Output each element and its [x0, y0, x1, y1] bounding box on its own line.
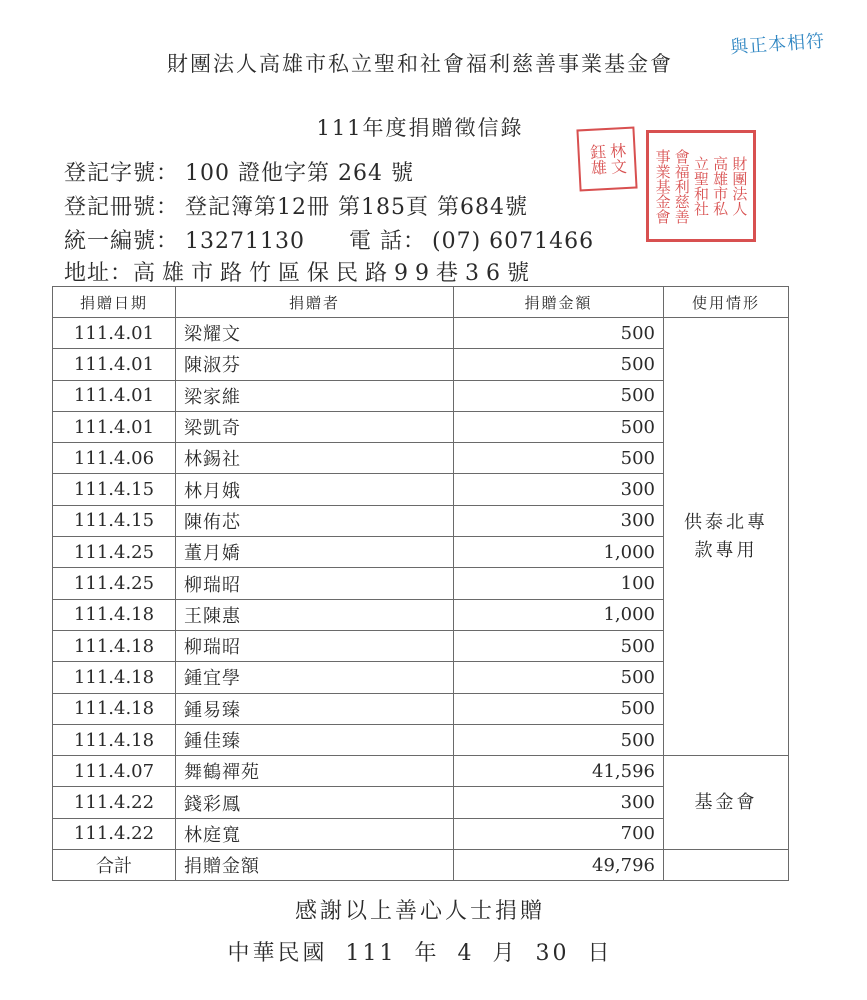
- donation-amount-cell: 500: [454, 318, 664, 349]
- registry-book-line: [64, 190, 528, 221]
- donation-date-cell: 111.4.25: [53, 537, 176, 568]
- seal-column: 立聖和社: [691, 156, 710, 216]
- donation-amount-cell: 41,596: [454, 756, 664, 787]
- seal-column: 財團法人: [730, 156, 749, 216]
- donation-amount-cell: 300: [454, 505, 664, 536]
- date-year-unit: 年: [414, 941, 440, 966]
- date-month: 4: [457, 941, 475, 966]
- donor-name-cell: 林錫社: [176, 443, 454, 474]
- donation-date-cell: 111.4.07: [53, 756, 176, 787]
- donor-name-cell: 王陳惠: [176, 599, 454, 630]
- donation-date-cell: 111.4.15: [53, 474, 176, 505]
- donor-name-cell: 舞鶴禪苑: [176, 756, 454, 787]
- donor-name-cell: 鍾佳臻: [176, 724, 454, 755]
- donor-name-cell: 梁凱奇: [176, 411, 454, 442]
- donor-name-cell: 梁耀文: [176, 318, 454, 349]
- registration-number-value: 100 證他字第 264 號: [185, 161, 414, 186]
- donation-date-cell: 111.4.22: [53, 787, 176, 818]
- total-description-cell: 捐贈金額: [176, 850, 454, 881]
- total-row: [53, 850, 789, 881]
- table-row: [53, 318, 789, 349]
- donor-name-cell: 董月嬌: [176, 537, 454, 568]
- donation-date-cell: 111.4.25: [53, 568, 176, 599]
- donation-date-cell: 111.4.01: [53, 318, 176, 349]
- donation-amount-cell: 1,000: [454, 537, 664, 568]
- issue-date: [160, 936, 680, 967]
- registry-book-label: 登記冊號：: [64, 195, 180, 220]
- date-month-unit: 月: [492, 941, 518, 966]
- seal-column: 高雄市私: [711, 156, 730, 216]
- column-header-amount: 捐贈金額: [454, 287, 664, 318]
- donor-name-cell: 陳侑芯: [176, 505, 454, 536]
- donation-date-cell: 111.4.01: [53, 349, 176, 380]
- seal-column: 林文: [607, 141, 628, 175]
- tax-id-value: 13271130: [185, 229, 305, 254]
- document-title: 111年度捐贈徵信錄: [316, 116, 524, 140]
- donor-name-cell: 錢彩鳳: [176, 787, 454, 818]
- donation-amount-cell: 500: [454, 380, 664, 411]
- donation-amount-cell: 500: [454, 724, 664, 755]
- certified-copy-stamp: 與正本相符: [729, 30, 826, 59]
- usage-cell-thailand-fund: 供泰北專款專用: [664, 318, 789, 756]
- seal-column: 事業基金會: [653, 148, 672, 224]
- total-label-cell: 合計: [53, 850, 176, 881]
- phone-label: 電 話：: [349, 229, 426, 254]
- donor-name-cell: 梁家維: [176, 380, 454, 411]
- tax-id-line: [64, 224, 594, 255]
- donation-amount-cell: 1,000: [454, 599, 664, 630]
- donation-date-cell: 111.4.06: [53, 443, 176, 474]
- donation-amount-cell: 500: [454, 630, 664, 661]
- donation-date-cell: 111.4.22: [53, 818, 176, 849]
- donation-amount-cell: 300: [454, 787, 664, 818]
- donor-name-cell: 鍾宜學: [176, 662, 454, 693]
- phone-value: (07) 6071466: [432, 229, 595, 254]
- seal-column: 會福利慈善: [672, 148, 691, 224]
- donor-name-cell: 柳瑞昭: [176, 630, 454, 661]
- donor-name-cell: 林庭寬: [176, 818, 454, 849]
- donation-date-cell: 111.4.18: [53, 724, 176, 755]
- column-header-date: 捐贈日期: [53, 287, 176, 318]
- table-header-row: [53, 287, 789, 318]
- donation-date-cell: 111.4.18: [53, 662, 176, 693]
- donation-amount-cell: 700: [454, 818, 664, 849]
- registration-number-line: [64, 156, 414, 187]
- donation-date-cell: 111.4.18: [53, 630, 176, 661]
- total-usage-empty-cell: [664, 850, 789, 881]
- donation-amount-cell: 300: [454, 474, 664, 505]
- tax-id-label: 統一編號：: [64, 229, 180, 254]
- donation-amount-cell: 100: [454, 568, 664, 599]
- donation-date-cell: 111.4.15: [53, 505, 176, 536]
- usage-cell-foundation: 基金會: [664, 756, 789, 850]
- organization-name: 財團法人高雄市私立聖和社會福利慈善事業基金會: [167, 52, 673, 76]
- address-label: 地址：: [64, 261, 134, 286]
- donor-name-cell: 鍾易臻: [176, 693, 454, 724]
- column-header-donor: 捐贈者: [176, 287, 454, 318]
- donation-date-cell: 111.4.01: [53, 380, 176, 411]
- donation-date-cell: 111.4.18: [53, 599, 176, 630]
- column-header-usage: 使用情形: [664, 287, 789, 318]
- address-value: 高雄市路竹區保民路99巷36號: [133, 261, 537, 286]
- donation-amount-cell: 500: [454, 349, 664, 380]
- date-year: 111: [345, 941, 397, 966]
- total-amount-cell: 49,796: [454, 850, 664, 881]
- donation-amount-cell: 500: [454, 693, 664, 724]
- donor-name-cell: 陳淑芬: [176, 349, 454, 380]
- donation-amount-cell: 500: [454, 411, 664, 442]
- date-prefix: 中華民國: [227, 941, 328, 966]
- registry-book-value: 登記簿第12冊 第185頁 第684號: [185, 195, 528, 220]
- representative-seal: [576, 127, 637, 192]
- donation-date-cell: 111.4.18: [53, 693, 176, 724]
- donor-name-cell: 林月娥: [176, 474, 454, 505]
- date-day-unit: 日: [587, 941, 613, 966]
- date-day: 30: [535, 941, 570, 966]
- thanks-note: 感謝以上善心人士捐贈: [294, 899, 545, 924]
- table-row: [53, 756, 789, 787]
- seal-column: 鈺雄: [587, 143, 608, 176]
- donation-amount-cell: 500: [454, 443, 664, 474]
- donation-table: [52, 286, 789, 881]
- registration-number-label: 登記字號：: [64, 161, 180, 186]
- donation-amount-cell: 500: [454, 662, 664, 693]
- address-line: [64, 256, 536, 287]
- foundation-seal: [646, 130, 756, 242]
- donor-name-cell: 柳瑞昭: [176, 568, 454, 599]
- donation-date-cell: 111.4.01: [53, 411, 176, 442]
